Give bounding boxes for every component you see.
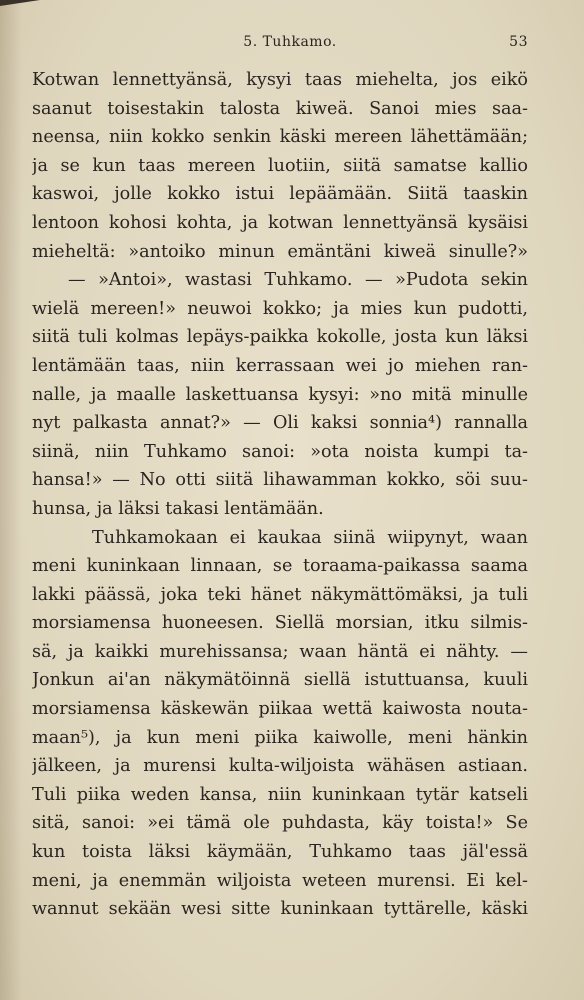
text-line: jälkeen, ja murensi kulta-wiljoista wähäsen astiaan. — [32, 756, 528, 777]
page-corner-mark — [0, 0, 40, 6]
running-header — [52, 34, 528, 54]
text-line: Jonkun ai'an näkymätöinnä siellä istuttuansa, kuuli — [32, 670, 528, 691]
text-line: nyt palkasta annat?» — Oli kaksi sonnia⁴) rannalla — [32, 413, 528, 434]
text-line: kaswoi, jolle kokko istui lepäämään. Siitä taaskin — [32, 184, 528, 205]
body-text — [32, 66, 528, 924]
text-line: maan⁵), ja kun meni piika kaiwolle, meni hänkin — [32, 727, 528, 748]
text-line: mieheltä: »antoiko minun emäntäni kiweä sinulle?» — [32, 241, 528, 262]
text-line: kun toista läksi käymään, Tuhkamo taas jäl'essä — [32, 842, 528, 863]
text-line: lentämään taas, niin kerrassaan wei jo miehen ran- — [32, 355, 528, 376]
text-line: ja se kun taas mereen luotiin, siitä samatse kallio — [32, 155, 528, 176]
paragraph-start-line: Tuhkamokaan ei kaukaa siinä wiipynyt, waan — [92, 527, 528, 548]
text-line: hansa!» — No otti siitä lihawamman kokko, söi suu- — [32, 470, 528, 491]
text-line: lentoon kohosi kohta, ja kotwan lennettyänsä kysäisi — [32, 212, 528, 233]
text-line: lakki päässä, joka teki hänet näkymättömäksi, ja tuli — [32, 584, 528, 605]
text-line: — »Antoi», wastasi Tuhkamo. — »Pudota sekin — [68, 270, 528, 291]
page-gutter-shadow — [0, 0, 22, 1000]
text-line: saanut toisestakin talosta kiweä. Sanoi mies saa- — [32, 98, 528, 119]
text-line: wannut sekään wesi sitte kuninkaan tyttärelle, käski — [32, 899, 528, 920]
text-line: Kotwan lennettyänsä, kysyi taas miehelta, jos eikö — [32, 70, 528, 90]
text-line: neensa, niin kokko senkin käski mereen lähettämään; — [32, 127, 528, 148]
text-line: siinä, niin Tuhkamo sanoi: »ota noista kumpi ta- — [32, 441, 528, 462]
text-line: Tuli piika weden kansa, niin kuninkaan tytär katseli — [32, 784, 528, 805]
running-title: 5. Tuhkamo. — [243, 34, 337, 50]
text-line: morsiamensa käskewän piikaa wettä kaiwosta nouta- — [32, 699, 528, 720]
text-line: morsiamensa huoneesen. Siellä morsian, itku silmis- — [32, 613, 528, 634]
text-line: sä, ja kaikki murehissansa; waan häntä ei nähty. — — [32, 641, 528, 662]
text-line: hunsa, ja läksi takasi lentämään. — [32, 498, 324, 519]
text-line: nalle, ja maalle laskettuansa kysyi: »no mitä minulle — [32, 384, 528, 405]
text-line: siitä tuli kolmas lepäys-paikka kokolle, josta kun läksi — [32, 327, 528, 348]
text-line: meni kuninkaan linnaan, se toraama-paikassa saama — [32, 556, 528, 577]
text-line: sitä, sanoi: »ei tämä ole puhdasta, käy toista!» Se — [32, 813, 528, 834]
text-line: wielä mereen!» neuwoi kokko; ja mies kun pudotti, — [32, 298, 528, 319]
text-line: meni, ja enemmän wiljoista weteen murensi. Ei kel- — [32, 870, 528, 891]
page-number: 53 — [509, 34, 528, 50]
